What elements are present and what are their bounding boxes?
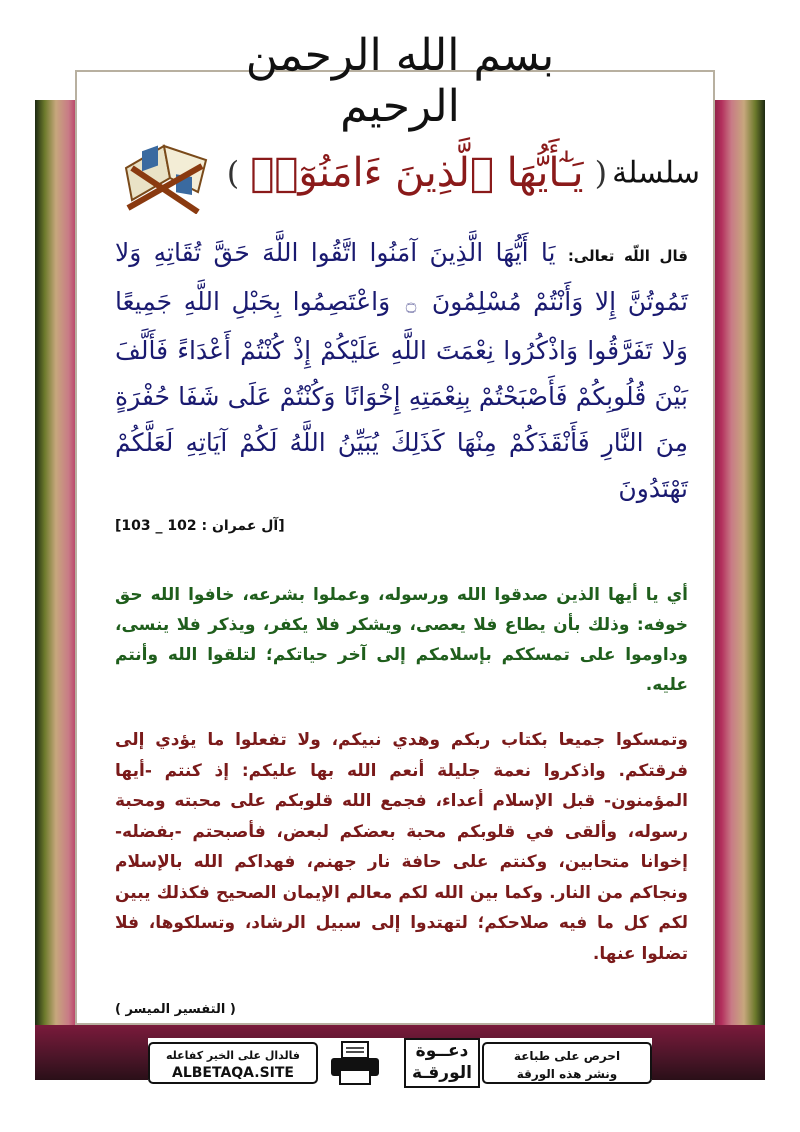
- quran-stand-icon: [118, 138, 214, 214]
- basmala-calligraphy: بسم الله الرحمن الرحيم: [245, 30, 555, 132]
- series-close-paren: ): [226, 154, 240, 192]
- tafsir-paragraph-1: أي يا أيها الذين صدقوا الله ورسوله، وعملوا بشرعه، خافوا الله حق خوفه: وذلك بأن يطاع فلا يعصى، ويشكر فلا يكفر، ويذكر فلا ينسى، وداوموا على تمسككم بإسلامكم إلى آخر حياتكم؛ لتلقوا الله وأنتم عليه.: [115, 585, 688, 695]
- series-title: يَـٰٓأَيُّهَا ٱلَّذِينَ ءَامَنُوٓا۟: [250, 150, 584, 196]
- footer-website-box: [148, 1042, 318, 1084]
- series-open-paren: (: [594, 154, 608, 192]
- footer-print-box: [482, 1042, 652, 1084]
- footer-website[interactable]: ALBETAQA.SITE: [171, 1065, 294, 1081]
- verse-intro: قال اللّه تعالى:: [567, 247, 689, 265]
- footer-bar: [148, 1038, 652, 1088]
- verse-reference: [آل عمران : 102 _ 103]: [115, 518, 285, 534]
- tafsir-source: ( التفسير الميسر ): [115, 1002, 236, 1017]
- logo-line-2: الورقـة: [412, 1063, 472, 1083]
- footer-motto: فالدال على الخير كفاعله: [165, 1049, 301, 1062]
- verse-separator-icon: ۝: [405, 294, 417, 315]
- logo-line-1: دعــوة: [415, 1041, 469, 1061]
- printer-icon: [328, 1040, 382, 1086]
- series-label: سلسلة: [612, 155, 700, 191]
- tafsir-paragraph-2: وتمسكوا جميعا بكتاب ربكم وهدي نبيكم، ولا تفعلوا ما يؤدي إلى فرقتكم. واذكروا نعمة جليلة أنعم الله بها عليكم: إذ كنتم -أيها المؤمنون- قبل الإسلام أعداء، فجمع الله قلوبكم على محبته ومحبة رسوله، وألقى في قلوبكم محبة بعضكم لبعض، فأصبحتم -بفضله- إخوانا متحابين، وكنتم على حافة نار جهنم، فهداكم الله بالإسلام ونجاكم من النار. وكما بين الله لكم معالم الإيمان الصحيح فكذلك يبين لكم كل ما فيه صلاحكم؛ لتهتدوا إلى سبيل الرشاد، وتسلكوها، فلا تضلوا عنها.: [115, 730, 688, 964]
- quran-verse: [115, 230, 688, 512]
- footer-print-line-1: احرص على طباعة: [513, 1049, 621, 1063]
- verse-part-1: يَا أَيُّهَا الَّذِينَ آمَنُوا اتَّقُوا اللَّهَ حَقَّ تُقَاتِهِ وَلا تَمُوتُنَّ إِلا وَأَنْتُمْ مُسْلِمُونَ: [115, 238, 689, 316]
- verse-part-2: وَاعْتَصِمُوا بِحَبْلِ اللَّهِ جَمِيعًا وَلا تَفَرَّقُوا وَاذْكُرُوا نِعْمَتَ اللَّهِ عَلَيْكُمْ إِذْ كُنْتُمْ أَعْدَاءً فَأَلَّفَ بَيْنَ قُلُوبِكُمْ فَأَصْبَحْتُمْ بِنِعْمَتِهِ إِخْوَانًا وَكُنْتُمْ عَلَى شَفَا حُفْرَةٍ مِنَ النَّارِ فَأَنْقَذَكُمْ مِنْهَا كَذَلِكَ يُبَيِّنُ اللَّهُ لَكُمْ آيَاتِهِ لَعَلَّكُمْ تَهْتَدُونَ: [115, 287, 688, 503]
- dawat-alwaraqa-logo: [404, 1038, 480, 1088]
- series-heading: [227, 150, 700, 196]
- footer-print-line-2: ونشر هذه الورقة: [516, 1067, 618, 1081]
